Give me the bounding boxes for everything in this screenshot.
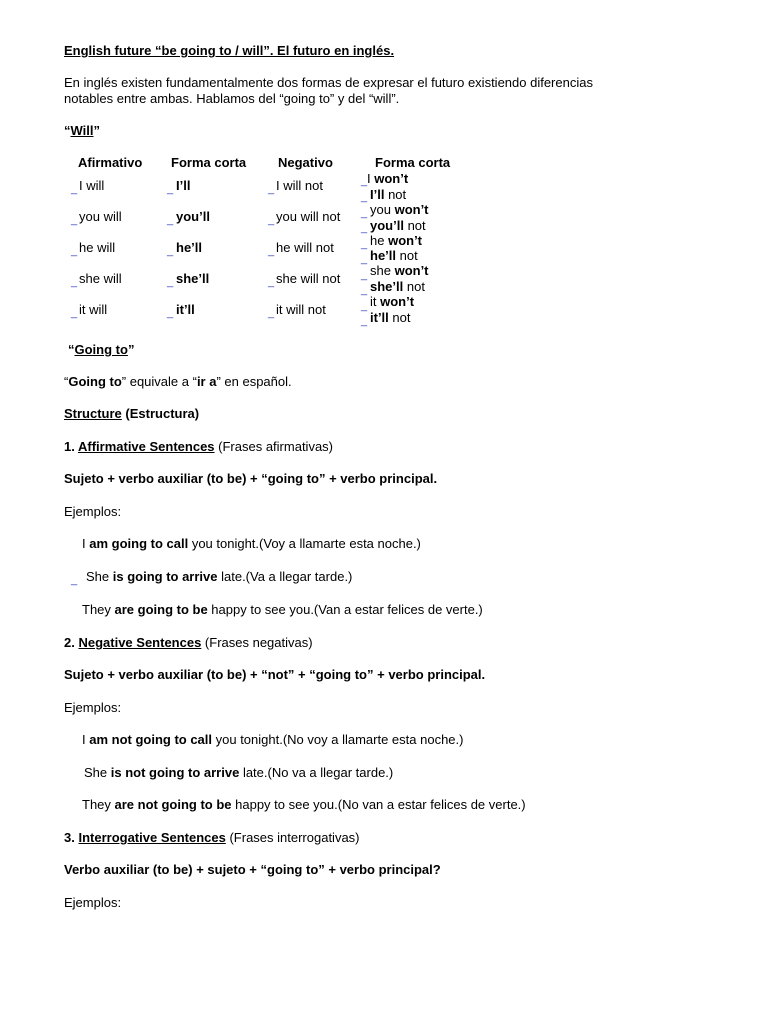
anchor-mark: _ <box>361 284 368 296</box>
cell-afirmativo: she will <box>79 271 122 286</box>
examples-label: Ejemplos: <box>64 504 122 519</box>
structure-heading: Structure (Estructura) <box>64 406 200 421</box>
example-sentence: I am not going to call you tonight.(No voy a llamarte esta noche.) <box>82 732 464 747</box>
cell-negativo: he will not <box>276 240 334 255</box>
example-sentence: She is going to arrive late.(Va a llegar tarde.) <box>86 569 353 584</box>
anchor-mark: _ <box>361 222 368 234</box>
section-formula: Verbo auxiliar (to be) + sujeto + “going to” + verbo principal? <box>64 862 441 877</box>
going-to-definition: “Going to” equivale a “ir a” en español. <box>64 374 292 389</box>
cell-forma-corta: he’ll <box>176 240 203 255</box>
column-header-forma-corta-negativa: Forma corta <box>375 155 451 170</box>
anchor-mark: _ <box>71 307 78 319</box>
section-heading: 1. Affirmative Sentences (Frases afirmativas) <box>64 439 334 454</box>
example-sentence: She is not going to arrive late.(No va a llegar tarde.) <box>84 765 394 780</box>
anchor-mark: _ <box>167 307 174 319</box>
examples-label: Ejemplos: <box>64 700 122 715</box>
anchor-mark: _ <box>71 183 78 195</box>
example-sentence: I am going to call you tonight.(Voy a llamarte esta noche.) <box>82 536 421 551</box>
cell-afirmativo: he will <box>79 240 116 255</box>
column-header-afirmativo: Afirmativo <box>78 155 143 170</box>
anchor-mark: _ <box>361 269 368 281</box>
cell-negativo-corta-2: I’ll not <box>370 187 407 202</box>
anchor-mark: _ <box>361 207 368 219</box>
anchor-mark: _ <box>71 214 78 226</box>
cell-negativo-corta-1: he won’t <box>370 233 423 248</box>
anchor-mark: _ <box>268 245 275 257</box>
anchor-mark: _ <box>268 183 275 195</box>
anchor-mark: _ <box>361 238 368 250</box>
cell-negativo: she will not <box>276 271 341 286</box>
cell-afirmativo: it will <box>79 302 108 317</box>
intro-line-1: En inglés existen fundamentalmente dos formas de expresar el futuro existiendo diferencias <box>64 75 593 90</box>
cell-negativo-corta-1: you won’t <box>370 202 429 217</box>
anchor-mark: _ <box>361 175 368 187</box>
anchor-mark: _ <box>361 191 368 203</box>
cell-negativo-corta-2: it’ll not <box>370 310 411 325</box>
cell-forma-corta: she’ll <box>176 271 210 286</box>
anchor-mark: _ <box>268 276 275 288</box>
page-title: English future “be going to / will”. El futuro en inglés. <box>64 43 395 58</box>
examples-label: Ejemplos: <box>64 895 122 910</box>
anchor-mark: _ <box>71 574 78 586</box>
cell-afirmativo: you will <box>79 209 122 224</box>
anchor-mark: _ <box>361 253 368 265</box>
anchor-mark: _ <box>167 276 174 288</box>
cell-negativo: it will not <box>276 302 326 317</box>
anchor-mark: _ <box>268 307 275 319</box>
column-header-negativo: Negativo <box>278 155 333 170</box>
cell-negativo-corta-1: she won’t <box>370 263 429 278</box>
anchor-mark: _ <box>361 300 368 312</box>
cell-negativo: you will not <box>276 209 341 224</box>
anchor-mark: _ <box>167 183 174 195</box>
intro-line-2: notables entre ambas. Hablamos del “going to” y del “will”. <box>64 91 400 106</box>
example-sentence: They are not going to be happy to see you.(No van a estar felices de verte.) <box>82 797 526 812</box>
cell-forma-corta: I’ll <box>176 178 191 193</box>
anchor-mark: _ <box>167 214 174 226</box>
cell-negativo-corta-1: I won’t <box>367 171 409 186</box>
example-sentence: They are going to be happy to see you.(Van a estar felices de verte.) <box>82 602 483 617</box>
anchor-mark: _ <box>71 245 78 257</box>
section-formula: Sujeto + verbo auxiliar (to be) + “going to” + verbo principal. <box>64 471 438 486</box>
cell-afirmativo: I will <box>79 178 105 193</box>
anchor-mark: _ <box>361 315 368 327</box>
cell-negativo-corta-2: he’ll not <box>370 248 418 263</box>
going-to-heading: “Going to” <box>68 342 135 357</box>
section-heading: 2. Negative Sentences (Frases negativas) <box>64 635 313 650</box>
cell-negativo-corta-2: you’ll not <box>370 218 426 233</box>
cell-negativo: I will not <box>276 178 323 193</box>
anchor-mark: _ <box>167 245 174 257</box>
section-formula: Sujeto + verbo auxiliar (to be) + “not” + “going to” + verbo principal. <box>64 667 486 682</box>
anchor-mark: _ <box>268 214 275 226</box>
section-heading: 3. Interrogative Sentences (Frases interrogativas) <box>64 830 360 845</box>
cell-negativo-corta-2: she’ll not <box>370 279 425 294</box>
will-heading: “Will” <box>64 123 100 138</box>
cell-negativo-corta-1: it won’t <box>370 294 415 309</box>
anchor-mark: _ <box>71 276 78 288</box>
column-header-forma-corta: Forma corta <box>171 155 247 170</box>
cell-forma-corta: you’ll <box>176 209 210 224</box>
cell-forma-corta: it’ll <box>176 302 195 317</box>
